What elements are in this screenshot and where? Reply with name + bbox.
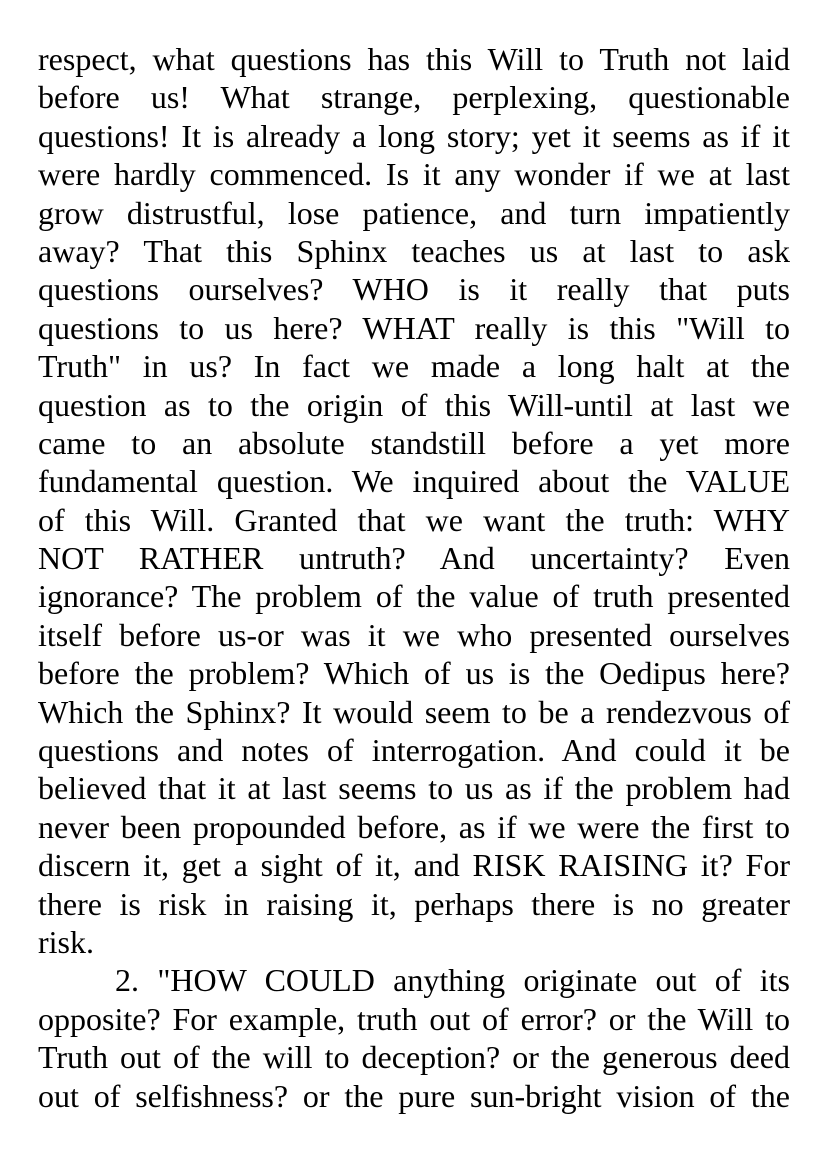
text-line: out of selfishness? or the pure sun-bright vision of the: [38, 1077, 790, 1114]
text-line: question as to the origin of this Will-until at last we: [38, 386, 790, 423]
text-line: there is risk in raising it, perhaps there is no greater: [38, 885, 790, 922]
text-line: Truth" in us? In fact we made a long halt at the: [38, 348, 790, 385]
text-line: before us! What strange, perplexing, questionable: [38, 79, 790, 116]
text-line: questions to us here? WHAT really is this "Will to: [38, 309, 790, 346]
text-line: questions ourselves? WHO is it really that puts: [38, 271, 790, 308]
text-line: questions and notes of interrogation. And could it be: [38, 732, 790, 769]
text-line: Which the Sphinx? It would seem to be a rendezvous of: [38, 693, 790, 730]
text-line: ignorance? The problem of the value of truth presented: [38, 578, 790, 615]
text-line: fundamental question. We inquired about the VALUE: [38, 463, 790, 500]
text-line: of this Will. Granted that we want the truth: WHY: [38, 501, 790, 538]
text-line: opposite? For example, truth out of error? or the Will to: [38, 1000, 790, 1037]
text-line: away? That this Sphinx teaches us at last to ask: [38, 232, 790, 269]
text-line: discern it, get a sight of it, and RISK RAISING it? For: [38, 847, 790, 884]
text-line: believed that it at last seems to us as if the problem had: [38, 770, 790, 807]
text-line: never been propounded before, as if we were the first to: [38, 808, 790, 845]
text-line: came to an absolute standstill before a yet more: [38, 424, 790, 461]
text-line: Truth out of the will to deception? or the generous deed: [38, 1039, 790, 1076]
text-line: NOT RATHER untruth? And uncertainty? Even: [38, 540, 790, 577]
text-line: were hardly commenced. Is it any wonder if we at last: [38, 156, 790, 193]
text-line: itself before us-or was it we who presented ourselves: [38, 616, 790, 653]
text-line-paragraph-start: 2. "HOW COULD anything originate out of its: [115, 962, 790, 999]
text-line-paragraph-end: risk.: [38, 923, 94, 960]
text-line: questions! It is already a long story; yet it seems as if it: [38, 117, 790, 154]
text-line: grow distrustful, lose patience, and turn impatiently: [38, 194, 790, 231]
text-line: respect, what questions has this Will to Truth not laid: [38, 41, 790, 77]
page-text: [38, 40, 790, 1115]
text-line: before the problem? Which of us is the Oedipus here?: [38, 655, 790, 692]
